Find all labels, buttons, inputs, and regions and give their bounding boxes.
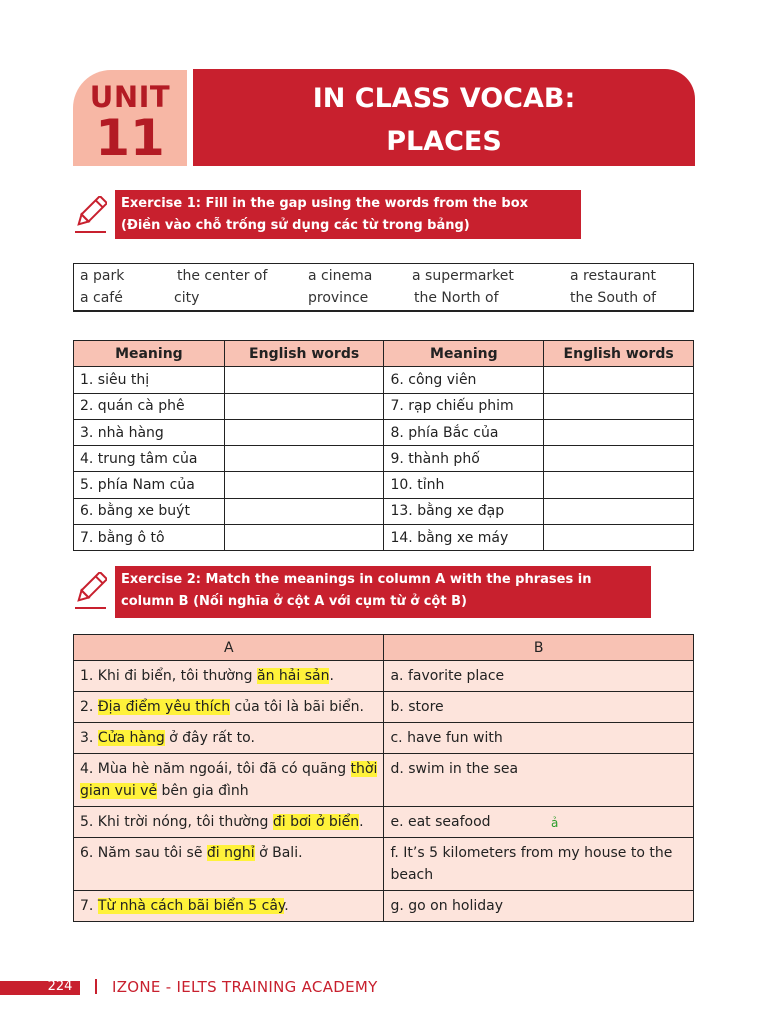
meaning-cell: 9. thành phố	[384, 446, 544, 472]
answer-cell[interactable]	[224, 525, 384, 551]
answer-cell[interactable]	[544, 472, 694, 498]
table-row	[74, 525, 694, 551]
footer-text: IZONE - IELTS TRAINING ACADEMY	[112, 978, 378, 996]
word-box	[73, 263, 694, 312]
answer-cell[interactable]	[544, 446, 694, 472]
meaning-cell: 10. tỉnh	[384, 472, 544, 498]
word-item: city	[174, 290, 200, 306]
exercise-1-line-1: Exercise 1: Fill in the gap using the words from the box	[121, 196, 529, 211]
answer-cell[interactable]	[544, 419, 694, 445]
sentence-cell: 2. Địa điểm yêu thích của tôi là bãi biển.	[74, 692, 384, 723]
table-row	[74, 446, 694, 472]
meaning-cell: 6. công viên	[384, 367, 544, 393]
footer-divider	[95, 979, 97, 994]
meaning-cell: 4. trung tâm của	[74, 446, 225, 472]
unit-number: 11	[95, 109, 165, 167]
word-item: a restaurant	[570, 268, 657, 284]
matching-table	[73, 634, 694, 922]
table-row	[74, 891, 694, 922]
word-item: the North of	[414, 290, 499, 306]
answer-cell[interactable]	[224, 498, 384, 524]
sentence-cell: 3. Cửa hàng ở đây rất to.	[74, 723, 384, 754]
highlighted-phrase: ăn hải sản	[257, 668, 330, 684]
meaning-cell: 1. siêu thị	[74, 367, 225, 393]
col-header: English words	[544, 341, 694, 367]
table-row	[74, 472, 694, 498]
exercise-1-instructions	[115, 190, 581, 239]
table-row	[74, 498, 694, 524]
phrase-cell: g. go on holiday	[384, 891, 694, 922]
exercise-2-line-2: column B (Nối nghĩa ở cột A với cụm từ ở cột B)	[121, 594, 467, 609]
meaning-cell: 14. bằng xe máy	[384, 525, 544, 551]
phrase-cell: d. swim in the sea	[384, 754, 694, 807]
exercise-1-line-2: (Điền vào chỗ trống sử dụng các từ trong bảng)	[121, 218, 470, 233]
meaning-cell: 8. phía Bắc của	[384, 419, 544, 445]
table-row	[74, 754, 694, 807]
sentence-cell: 4. Mùa hè năm ngoái, tôi đã có quãng thời gian vui vẻ bên gia đình	[74, 754, 384, 807]
col-header: Meaning	[384, 341, 544, 367]
answer-cell[interactable]	[544, 367, 694, 393]
col-header: English words	[224, 341, 384, 367]
phrase-cell: e. eat seafood	[384, 807, 694, 838]
vocab-table	[73, 340, 694, 551]
sentence-cell: 6. Năm sau tôi sẽ đi nghỉ ở Bali.	[74, 838, 384, 891]
meaning-cell: 13. bằng xe đạp	[384, 498, 544, 524]
table-row	[74, 393, 694, 419]
word-item: the center of	[177, 268, 268, 284]
highlighted-phrase: Địa điểm yêu thích	[97, 699, 231, 715]
unit-badge	[73, 70, 187, 166]
meaning-cell: 5. phía Nam của	[74, 472, 225, 498]
phrase-cell: c. have fun with	[384, 723, 694, 754]
answer-cell[interactable]	[224, 393, 384, 419]
highlighted-phrase: Cửa hàng	[97, 730, 165, 746]
answer-cell[interactable]	[544, 525, 694, 551]
title-line-1: IN CLASS VOCAB:	[312, 83, 576, 114]
answer-cell[interactable]	[224, 419, 384, 445]
table-row	[74, 723, 694, 754]
table-row	[74, 661, 694, 692]
answer-cell[interactable]	[544, 393, 694, 419]
meaning-cell: 3. nhà hàng	[74, 419, 225, 445]
pencil-icon	[73, 572, 107, 610]
highlighted-phrase: đi nghỉ	[206, 845, 255, 861]
word-item: a supermarket	[412, 268, 514, 284]
page-number: 224	[47, 979, 73, 994]
table-row	[74, 838, 694, 891]
table-row	[74, 419, 694, 445]
word-item: the South of	[570, 290, 657, 306]
table-row	[74, 367, 694, 393]
page-title	[193, 69, 695, 166]
phrase-cell: b. store	[384, 692, 694, 723]
sentence-cell: 7. Từ nhà cách bãi biển 5 cây.	[74, 891, 384, 922]
table-row	[74, 807, 694, 838]
pencil-icon	[73, 196, 107, 234]
table-row	[74, 692, 694, 723]
exercise-2-instructions	[115, 566, 651, 618]
col-header: Meaning	[74, 341, 225, 367]
col-header-b: B	[384, 635, 694, 661]
answer-cell[interactable]	[224, 367, 384, 393]
highlighted-phrase: đi bơi ở biển	[272, 814, 360, 830]
meaning-cell: 7. rạp chiếu phim	[384, 393, 544, 419]
meaning-cell: 6. bằng xe buýt	[74, 498, 225, 524]
meaning-cell: 7. bằng ô tô	[74, 525, 225, 551]
stray-mark: ả	[551, 816, 559, 830]
answer-cell[interactable]	[544, 498, 694, 524]
title-line-2: PLACES	[386, 126, 502, 157]
word-item: a café	[80, 290, 123, 306]
sentence-cell: 5. Khi trời nóng, tôi thường đi bơi ở biển.	[74, 807, 384, 838]
word-item: a park	[80, 268, 125, 284]
phrase-cell: f. It’s 5 kilometers from my house to the beach	[384, 838, 694, 891]
sentence-cell: 1. Khi đi biển, tôi thường ăn hải sản.	[74, 661, 384, 692]
word-item: province	[308, 290, 369, 306]
answer-cell[interactable]	[224, 446, 384, 472]
unit-label: UNIT	[89, 80, 171, 114]
answer-cell[interactable]	[224, 472, 384, 498]
exercise-2-line-1: Exercise 2: Match the meanings in column A with the phrases in	[121, 572, 592, 587]
highlighted-phrase: thời gian vui vẻ	[80, 761, 378, 799]
col-header-a: A	[74, 635, 384, 661]
highlighted-phrase: Từ nhà cách bãi biển 5 cây	[97, 898, 285, 914]
phrase-cell: a. favorite place	[384, 661, 694, 692]
meaning-cell: 2. quán cà phê	[74, 393, 225, 419]
word-item: a cinema	[308, 268, 373, 284]
